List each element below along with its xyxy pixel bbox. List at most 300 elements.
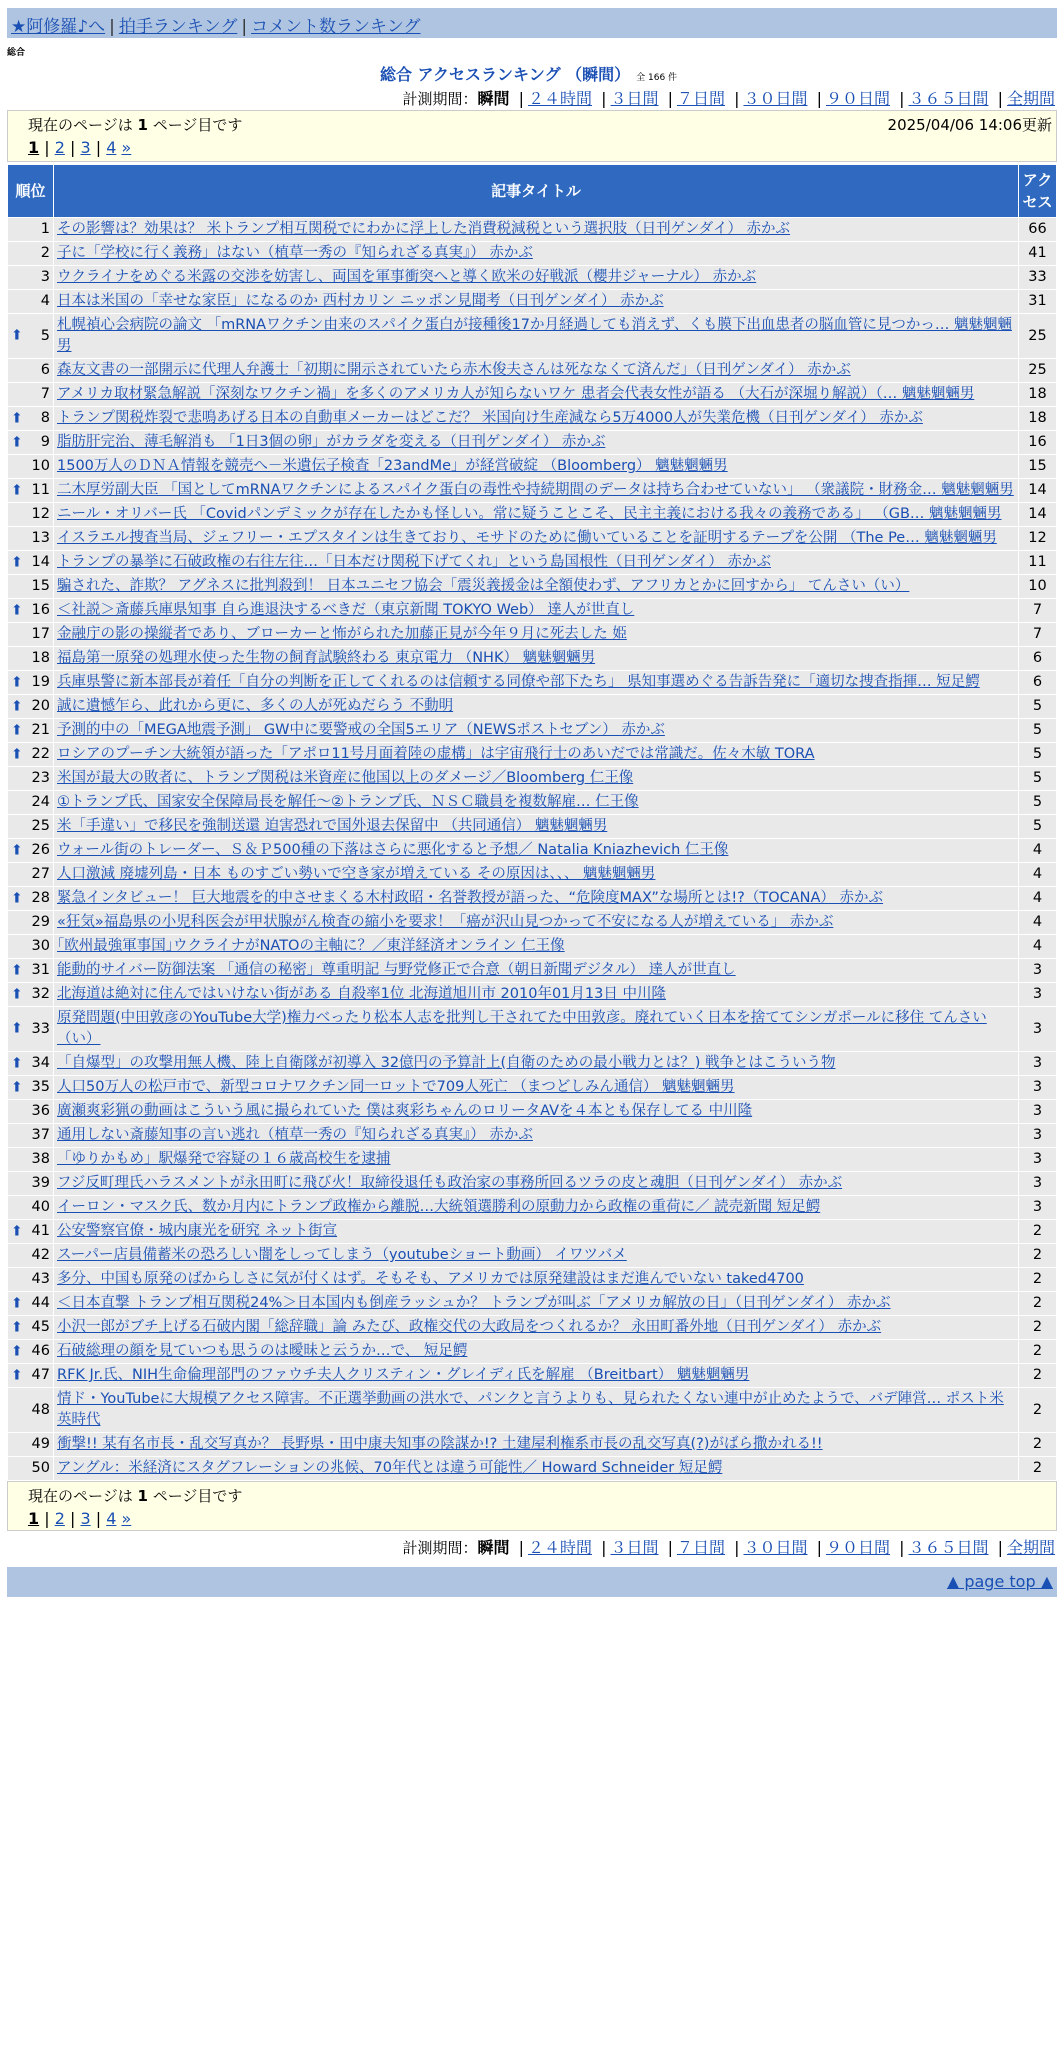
article-link[interactable]: 兵庫県警に新本部長が着任「自分の判断を正してくれるのは信頼する同僚や部下たち」 県知事選めぐる告訴告発に「適切な捜査指揮… 短足鰐: [57, 674, 980, 690]
access-count: 7: [1019, 599, 1057, 623]
title-cell: [54, 383, 1019, 407]
category-label: 総合: [7, 48, 26, 58]
rank-cell: [8, 527, 54, 551]
rank-number: 20: [31, 698, 50, 714]
access-count: 4: [1019, 839, 1057, 863]
period-365d[interactable]: ３６５日間: [908, 1538, 989, 1557]
access-count: 2: [1019, 1433, 1057, 1457]
rank-cell: [8, 935, 54, 959]
access-count: 2: [1019, 1220, 1057, 1244]
title-cell: [54, 959, 1019, 983]
article-link[interactable]: ｢欧州最強軍事国｣ウクライナがNATOの主軸に？／東洋経済オンライン 仁王像: [57, 938, 565, 954]
rank-cell: [8, 479, 54, 503]
title-cell: [54, 266, 1019, 290]
rank-number: 9: [40, 434, 50, 450]
article-link[interactable]: 廣瀬爽彩猟の動画はこういう風に撮られていた 僕は爽彩ちゃんのロリータAVを４本とも保存してる 中川隆: [57, 1103, 753, 1119]
rank-up-arrow-icon: ⬆: [11, 482, 23, 498]
rank-number: 45: [31, 1319, 50, 1335]
table-row: [8, 359, 1057, 383]
rank-cell: [8, 407, 54, 431]
article-link[interactable]: 衝撃!! 某有名市長・乱交写真か？ 長野県・田中康夫知事の陰謀か!? 土建屋利権系市長の乱交写真(?)がばら撒かれる!!: [57, 1436, 823, 1452]
rank-up-arrow-icon: ⬆: [11, 434, 23, 450]
page-link-3[interactable]: 3: [80, 138, 91, 157]
article-link[interactable]: スーパー店員備蓄米の恐ろしい闇をしってしまう（youtubeショート動画） イワツバメ: [57, 1247, 627, 1263]
title-cell: [54, 863, 1019, 887]
title-cell: [54, 1292, 1019, 1316]
rank-up-arrow-icon: ⬆: [11, 722, 23, 738]
rank-number: 1: [40, 221, 50, 237]
article-link[interactable]: «狂気»福島県の小児科医会が甲状腺がん検査の縮小を要求！「癌が沢山見つかって不安になる人が増えている」 赤かぶ: [57, 914, 834, 930]
period-7d[interactable]: ７日間: [676, 89, 725, 108]
page-link-4[interactable]: 4: [106, 138, 117, 157]
rank-cell: [8, 1220, 54, 1244]
access-count: 2: [1019, 1292, 1057, 1316]
rank-cell: [8, 314, 54, 359]
nav-link-clap-ranking[interactable]: 拍手ランキング: [118, 17, 238, 37]
rank-number: 19: [31, 674, 50, 690]
title-cell: [54, 1076, 1019, 1100]
access-count: 4: [1019, 863, 1057, 887]
article-link[interactable]: トランプ関税炸裂で悲鳴あげる日本の自動車メーカーはどこだ？ 米国向け生産減なら5万4000人が失業危機（日刊ゲンダイ） 赤かぶ: [57, 410, 923, 426]
article-link[interactable]: イスラエル捜査当局、ジェフリー・エプスタインは生きており、モサドのために働いていることを証明するテープを公開 （The Pe… 魑魅魍魎男: [57, 530, 997, 546]
access-count: 31: [1019, 290, 1057, 314]
article-link[interactable]: 1500万人のＤＮＡ情報を競売へ－米遺伝子検査「23andMe」が経営破綻 （Bloomberg） 魑魅魍魎男: [57, 458, 728, 474]
access-count: 10: [1019, 575, 1057, 599]
rank-cell: [8, 863, 54, 887]
table-row: [8, 290, 1057, 314]
title-cell: [54, 911, 1019, 935]
rank-cell: [8, 1316, 54, 1340]
period-selector-top: 計測期間：瞬間 | ２４時間 | ３日間 | ７日間 | ３０日間 | ９０日間 | ３６５日間 | 全期間: [402, 89, 1055, 108]
access-count: 11: [1019, 551, 1057, 575]
table-row: [8, 863, 1057, 887]
table-row: [8, 743, 1057, 767]
rank-up-arrow-icon: ⬆: [11, 1020, 23, 1037]
article-link[interactable]: 子に「学校に行く義務」はない（植草一秀の『知られざる真実』） 赤かぶ: [57, 245, 533, 261]
article-link[interactable]: 予測的中の「MEGA地震予測」 GW中に要警戒の全国5エリア（NEWSポストセブン） 赤かぶ: [57, 722, 665, 738]
rank-number: 17: [31, 626, 50, 642]
page-next[interactable]: »: [121, 138, 132, 157]
rank-number: 38: [31, 1151, 50, 1167]
pager-bottom: [7, 1481, 1057, 1531]
access-count: 3: [1019, 1172, 1057, 1196]
article-link[interactable]: 石破総理の顔を見ていつも思うのは曖昧と云うか…で、 短足鰐: [57, 1343, 468, 1359]
title-cell: [54, 719, 1019, 743]
nav-link-comment-ranking[interactable]: コメント数ランキング: [251, 17, 421, 37]
title-cell: [54, 1124, 1019, 1148]
table-row: [8, 623, 1057, 647]
table-row: [8, 839, 1057, 863]
access-count: 25: [1019, 314, 1057, 359]
access-count: 2: [1019, 1388, 1057, 1433]
title-cell: [54, 1220, 1019, 1244]
page-current: 1: [28, 138, 40, 157]
article-link[interactable]: 北海道は絶対に住んではいけない街がある 自殺率1位 北海道旭川市 2010年01月13日 中川隆: [57, 986, 666, 1002]
ranking-title-text: 総合 アクセスランキング （瞬間）: [379, 65, 631, 84]
page-link-2[interactable]: 2: [54, 138, 65, 157]
title-cell: [54, 1364, 1019, 1388]
article-link[interactable]: 米国が最大の敗者に、トランプ関税は米資産に他国以上のダメージ／Bloomberg 仁王像: [57, 770, 634, 786]
rank-number: 14: [31, 554, 50, 570]
article-link[interactable]: ニール・オリバー氏 「Covidパンデミックが存在したかも怪しい。常に疑うことこそ、民主主義における我々の義務である」 （GB… 魑魅魍魎男: [57, 506, 1002, 522]
rank-number: 30: [31, 938, 50, 954]
article-link[interactable]: 日本は米国の「幸せな家臣」になるのか 西村カリン ニッポン見聞考（日刊ゲンダイ） 赤かぶ: [57, 293, 664, 309]
article-link[interactable]: イーロン・マスク氏、数か月内にトランプ政権から離脱…大統領選勝利の原動力から政権の重荷に／ 読売新聞 短足鰐: [57, 1199, 821, 1215]
rank-number: 35: [31, 1079, 50, 1095]
nav-separator: |: [109, 17, 115, 37]
access-count: 5: [1019, 695, 1057, 719]
title-cell: [54, 1148, 1019, 1172]
table-row: [8, 1316, 1057, 1340]
rank-number: 12: [31, 506, 50, 522]
rank-number: 26: [31, 842, 50, 858]
title-cell: [54, 359, 1019, 383]
header-access: アクセス: [1019, 165, 1057, 218]
rank-number: 50: [31, 1460, 50, 1476]
access-count: 12: [1019, 527, 1057, 551]
rank-cell: [8, 359, 54, 383]
title-cell: [54, 767, 1019, 791]
pager-status-bottom: 現在のページは 1 ページ目です: [28, 1487, 243, 1505]
title-cell: [54, 314, 1019, 359]
table-row: [8, 1076, 1057, 1100]
rank-number: 31: [31, 962, 50, 978]
article-link[interactable]: 能動的サイバー防御法案 「通信の秘密」尊重明記 与野党修正で合意（朝日新聞デジタル） 達人が世直し: [57, 962, 736, 978]
article-link[interactable]: 小沢一郎がブチ上げる石破内閣「総辞職」論 みたび、政権交代の大政局をつくれるか？ 永田町番外地（日刊ゲンダイ） 赤かぶ: [57, 1319, 882, 1335]
rank-number: 39: [31, 1175, 50, 1191]
rank-cell: [8, 503, 54, 527]
table-row: [8, 218, 1057, 242]
title-cell: [54, 983, 1019, 1007]
title-cell: [54, 1457, 1019, 1481]
table-row: [8, 1172, 1057, 1196]
period-90d[interactable]: ９０日間: [825, 89, 890, 108]
title-cell: [54, 527, 1019, 551]
title-cell: [54, 1100, 1019, 1124]
rank-up-arrow-icon: ⬆: [11, 1319, 23, 1335]
rank-cell: [8, 1076, 54, 1100]
rank-up-arrow-icon: ⬆: [11, 554, 23, 570]
rank-number: 44: [31, 1295, 50, 1311]
page-top-link[interactable]: ▲ page top ▲: [946, 1572, 1053, 1591]
table-row: [8, 551, 1057, 575]
title-cell: [54, 1388, 1019, 1433]
title-cell: [54, 743, 1019, 767]
rank-up-arrow-icon: ⬆: [11, 746, 23, 762]
article-link[interactable]: 金融庁の影の操縦者であり、ブローカーと怖がられた加藤正見が今年９月に死去した 姫: [57, 626, 627, 642]
rank-cell: [8, 1124, 54, 1148]
article-link[interactable]: 誠に遺憾乍ら、此れから更に、多くの人が死ぬだらう 不動明: [57, 698, 454, 714]
title-cell: [54, 671, 1019, 695]
table-row: [8, 671, 1057, 695]
access-count: 3: [1019, 1052, 1057, 1076]
rank-up-arrow-icon: ⬆: [11, 698, 23, 714]
rank-number: 7: [40, 386, 50, 402]
pager-status: 現在のページは 1 ページ目です: [28, 116, 243, 134]
title-cell: [54, 1007, 1019, 1052]
rank-number: 32: [31, 986, 50, 1002]
rank-cell: [8, 218, 54, 242]
period-90d[interactable]: ９０日間: [825, 1538, 890, 1557]
rank-number: 22: [31, 746, 50, 762]
article-link[interactable]: 通用しない斎藤知事の言い逃れ（植草一秀の『知られざる真実』） 赤かぶ: [57, 1127, 533, 1143]
access-count: 2: [1019, 1244, 1057, 1268]
title-cell: [54, 1340, 1019, 1364]
access-count: 2: [1019, 1340, 1057, 1364]
table-row: [8, 1433, 1057, 1457]
article-link[interactable]: アングル：米経済にスタグフレーションの兆候、70年代とは違う可能性／ Howard Schneider 短足鰐: [57, 1460, 723, 1476]
article-link[interactable]: トランプの暴挙に石破政権の右往左往…「日本だけ関税下げてくれ」という島国根性（日刊ゲンダイ） 赤かぶ: [57, 554, 771, 570]
rank-cell: [8, 599, 54, 623]
rank-cell: [8, 1196, 54, 1220]
rank-cell: [8, 1292, 54, 1316]
rank-cell: [8, 839, 54, 863]
article-link[interactable]: ロシアのプーチン大統領が語った「アポロ11号月面着陸の虚構」は宇宙飛行士のあいだでは常識だ。佐々木敏 TORA: [57, 746, 815, 762]
rank-number: 3: [40, 269, 50, 285]
title-cell: [54, 791, 1019, 815]
top-navigation: [7, 8, 1057, 38]
article-link[interactable]: 騙された、詐欺？ アグネスに批判殺到！ 日本ユニセフ協会「震災義援金は全額使わず、アフリカとかに回すから」 てんさい（い）: [57, 578, 910, 594]
table-row: [8, 407, 1057, 431]
article-link[interactable]: 脂肪肝完治、薄毛解消も 「1日3個の卵」がカラダを変える（日刊ゲンダイ） 赤かぶ: [57, 434, 606, 450]
title-cell: [54, 1316, 1019, 1340]
article-link[interactable]: 「自爆型」の攻撃用無人機、陸上自衛隊が初導入 32億円の予算計上(自衛のための最小戦力とは？) 戦争とはこういう物: [57, 1055, 836, 1071]
rank-cell: [8, 1052, 54, 1076]
article-link[interactable]: 森友文書の一部開示に代理人弁護士「初期に開示されていたら赤木俊夫さんは死ななくて済んだ」（日刊ゲンダイ） 赤かぶ: [57, 362, 851, 378]
access-count: 3: [1019, 1100, 1057, 1124]
rank-number: 49: [31, 1436, 50, 1452]
rank-cell: [8, 623, 54, 647]
access-count: 2: [1019, 1364, 1057, 1388]
article-link[interactable]: 福島第一原発の処理水使った生物の飼育試験終わる 東京電力 （NHK） 魑魅魍魎男: [57, 650, 596, 666]
table-row: [8, 1052, 1057, 1076]
page-link-4[interactable]: 4: [106, 1509, 117, 1528]
period-30d[interactable]: ３０日間: [743, 89, 808, 108]
access-count: 18: [1019, 407, 1057, 431]
access-count: 25: [1019, 359, 1057, 383]
page-next[interactable]: »: [121, 1509, 132, 1528]
rank-number: 28: [31, 890, 50, 906]
table-row: [8, 791, 1057, 815]
rank-cell: [8, 1457, 54, 1481]
period-24h[interactable]: ２４時間: [527, 89, 592, 108]
header-rank: 順位: [8, 165, 54, 218]
table-row: [8, 242, 1057, 266]
rank-number: 18: [31, 650, 50, 666]
access-count: 3: [1019, 959, 1057, 983]
rank-cell: [8, 719, 54, 743]
period-24h[interactable]: ２４時間: [527, 1538, 592, 1557]
ranking-count: 全 166 件: [636, 73, 678, 83]
table-row: [8, 314, 1057, 359]
period-current: 瞬間: [477, 89, 510, 108]
rank-number: 8: [40, 410, 50, 426]
rank-cell: [8, 431, 54, 455]
table-row: [8, 383, 1057, 407]
rank-up-arrow-icon: ⬆: [11, 410, 23, 426]
rank-number: 10: [31, 458, 50, 474]
period-all[interactable]: 全期間: [1006, 89, 1055, 108]
access-count: 66: [1019, 218, 1057, 242]
table-row: [8, 1220, 1057, 1244]
rank-up-arrow-icon: ⬆: [11, 986, 23, 1002]
rank-up-arrow-icon: ⬆: [11, 1055, 23, 1071]
rank-number: 34: [31, 1055, 50, 1071]
rank-cell: [8, 791, 54, 815]
period-3d[interactable]: ３日間: [610, 89, 659, 108]
article-link[interactable]: 原発問題(中田敦彦のYouTube大学)権力べったり松本人志を批判し干されてた中田敦彦。廃れていく日本を捨ててシンガポールに移住 てんさい（い）: [57, 1010, 987, 1047]
title-cell: [54, 503, 1019, 527]
access-count: 5: [1019, 743, 1057, 767]
rank-number: 15: [31, 578, 50, 594]
page-link-2[interactable]: 2: [54, 1509, 65, 1528]
rank-number: 27: [31, 866, 50, 882]
article-link[interactable]: 二木厚労副大臣 「国としてmRNAワクチンによるスパイク蛋白の毒性や持続期間のデータは持ち合わせていない」 （衆議院・財務金… 魑魅魍魎男: [57, 482, 1014, 498]
page-link-3[interactable]: 3: [80, 1509, 91, 1528]
article-link[interactable]: ウクライナをめぐる米露の交渉を妨害し、両国を軍事衝突へと導く欧米の好戦派（櫻井ジャーナル） 赤かぶ: [57, 269, 757, 285]
access-count: 3: [1019, 1007, 1057, 1052]
rank-number: 24: [31, 794, 50, 810]
rank-cell: [8, 983, 54, 1007]
article-link[interactable]: ＜社説＞斎藤兵庫県知事 自ら進退決するべきだ（東京新聞 TOKYO Web） 達人が世直し: [57, 602, 635, 618]
rank-number: 4: [40, 293, 50, 309]
title-cell: [54, 218, 1019, 242]
article-link[interactable]: 公安警察官僚・城内康光を研究 ネット街宣: [57, 1223, 338, 1239]
access-count: 41: [1019, 242, 1057, 266]
table-row: [8, 767, 1057, 791]
title-cell: [54, 407, 1019, 431]
article-link[interactable]: 札幌禎心会病院の論文 「mRNAワクチン由来のスパイク蛋白が接種後17か月経過しても消えず、くも膜下出血患者の脳血管に見つかっ… 魑魅魍魎男: [57, 317, 1012, 354]
title-cell: [54, 935, 1019, 959]
access-count: 5: [1019, 791, 1057, 815]
title-cell: [54, 1268, 1019, 1292]
article-link[interactable]: 米「手違い」で移民を強制送還 迫害恐れで国外退去保留中 （共同通信） 魑魅魍魎男: [57, 818, 608, 834]
period-30d[interactable]: ３０日間: [743, 1538, 808, 1557]
access-count: 14: [1019, 479, 1057, 503]
rank-number: 36: [31, 1103, 50, 1119]
table-row: [8, 911, 1057, 935]
updated-timestamp: 2025/04/06 14:06更新: [887, 116, 1052, 134]
table-row: [8, 935, 1057, 959]
period-all[interactable]: 全期間: [1006, 1538, 1055, 1557]
rank-cell: [8, 1388, 54, 1433]
title-cell: [54, 623, 1019, 647]
rank-up-arrow-icon: ⬆: [11, 327, 23, 344]
title-cell: [54, 242, 1019, 266]
rank-up-arrow-icon: ⬆: [11, 602, 23, 618]
article-link[interactable]: フジ反町理氏ハラスメントが永田町に飛び火！取締役退任も政治家の事務所回るツラの皮と魂胆（日刊ゲンダイ） 赤かぶ: [57, 1175, 843, 1191]
ranking-body: [8, 218, 1057, 1481]
title-cell: [54, 599, 1019, 623]
period-3d[interactable]: ３日間: [610, 1538, 659, 1557]
title-cell: [54, 815, 1019, 839]
pager-top: [7, 110, 1057, 162]
title-cell: [54, 1244, 1019, 1268]
rank-cell: [8, 1244, 54, 1268]
article-link[interactable]: ＜日本直撃 トランプ相互関税24%＞日本国内も倒産ラッシュか？ トランプが叫ぶ「アメリカ解放の日」（日刊ゲンダイ） 赤かぶ: [57, 1295, 891, 1311]
article-link[interactable]: 人口50万人の松戸市で、新型コロナワクチン同一ロットで709人死亡 （まつどしみん通信） 魑魅魍魎男: [57, 1079, 735, 1095]
title-cell: [54, 431, 1019, 455]
period-7d[interactable]: ７日間: [676, 1538, 725, 1557]
table-row: [8, 719, 1057, 743]
rank-up-arrow-icon: ⬆: [11, 842, 23, 858]
table-row: [8, 1148, 1057, 1172]
access-count: 2: [1019, 1268, 1057, 1292]
article-link[interactable]: 多分、中国も原発のばからしさに気が付くはず。そもそも、アメリカでは原発建設はまだ進んでいない taked4700: [57, 1271, 804, 1287]
article-link[interactable]: その影響は？効果は？ 米トランプ相互関税でにわかに浮上した消費税減税という選択肢（日刊ゲンダイ） 赤かぶ: [57, 221, 791, 237]
rank-cell: [8, 1172, 54, 1196]
title-cell: [54, 647, 1019, 671]
rank-cell: [8, 887, 54, 911]
table-row: [8, 479, 1057, 503]
nav-link-asyura[interactable]: ★阿修羅♪へ: [11, 17, 106, 37]
rank-number: 21: [31, 722, 50, 738]
table-row: [8, 1364, 1057, 1388]
table-row: [8, 575, 1057, 599]
article-link[interactable]: ウォール街のトレーダー、Ｓ＆Ｐ500種の下落はさらに悪化すると予想／ Natalia Kniazhevich 仁王像: [57, 842, 729, 858]
access-count: 3: [1019, 1076, 1057, 1100]
rank-cell: [8, 242, 54, 266]
title-cell: [54, 1172, 1019, 1196]
rank-cell: [8, 647, 54, 671]
access-count: 3: [1019, 983, 1057, 1007]
rank-number: 37: [31, 1127, 50, 1143]
rank-up-arrow-icon: ⬆: [11, 1343, 23, 1359]
access-count: 3: [1019, 1148, 1057, 1172]
table-row: [8, 647, 1057, 671]
rank-cell: [8, 1148, 54, 1172]
access-count: 7: [1019, 623, 1057, 647]
rank-number: 16: [31, 602, 50, 618]
table-row: [8, 455, 1057, 479]
title-cell: [54, 551, 1019, 575]
rank-number: 13: [31, 530, 50, 546]
rank-cell: [8, 1100, 54, 1124]
table-row: [8, 1388, 1057, 1433]
rank-number: 29: [31, 914, 50, 930]
rank-number: 33: [31, 1020, 50, 1037]
title-cell: [54, 1433, 1019, 1457]
article-link[interactable]: 人口激減 廃墟列島・日本 ものすごい勢いで空き家が増えている その原因は、、、 魑魅魍魎男: [57, 866, 656, 882]
rank-cell: [8, 1340, 54, 1364]
table-row: [8, 599, 1057, 623]
access-count: 6: [1019, 671, 1057, 695]
period-label: 計測期間：: [402, 90, 478, 108]
rank-number: 40: [31, 1199, 50, 1215]
article-link[interactable]: 「ゆりかもめ」駅爆発で容疑の１６歳高校生を逮捕: [57, 1151, 391, 1167]
article-link[interactable]: アメリカ取材緊急解説「深刻なワクチン禍」を多くのアメリカ人が知らないワケ 患者会代表女性が語る （大石が深堀り解説）（… 魑魅魍魎男: [57, 386, 975, 402]
table-row: [8, 1244, 1057, 1268]
rank-cell: [8, 1433, 54, 1457]
rank-up-arrow-icon: ⬆: [11, 890, 23, 906]
header-title: 記事タイトル: [54, 165, 1019, 218]
rank-number: 43: [31, 1271, 50, 1287]
period-365d[interactable]: ３６５日間: [908, 89, 989, 108]
article-link[interactable]: ①トランプ氏、国家安全保障局長を解任～②トランプ氏、ＮＳＣ職員を複数解雇… 仁王像: [57, 794, 639, 810]
period-selector-bottom: 計測期間：瞬間 | ２４時間 | ３日間 | ７日間 | ３０日間 | ９０日間 | ３６５日間 | 全期間: [402, 1538, 1055, 1557]
title-cell: [54, 1052, 1019, 1076]
title-cell: [54, 290, 1019, 314]
table-row: [8, 431, 1057, 455]
access-count: 3: [1019, 1196, 1057, 1220]
article-link[interactable]: 緊急インタビュー！ 巨大地震を的中させまくる木村政昭・名誉教授が語った、“危険度MAX”な場所とは!?（TOCANA） 赤かぶ: [57, 890, 884, 906]
article-link[interactable]: 情ド・YouTubeに大規模アクセス障害。不正選挙動画の洪水で、パンクと言うよりも、見られたくない連中が止めたようで、バデ陣営… ポスト米英時代: [57, 1391, 1004, 1428]
rank-cell: [8, 815, 54, 839]
page-current: 1: [28, 1509, 40, 1528]
article-link[interactable]: RFK Jr.氏、NIH生命倫理部門のファウチ夫人クリスティン・グレイディ氏を解雇 （Breitbart） 魑魅魍魎男: [57, 1367, 750, 1383]
table-row: [8, 1100, 1057, 1124]
page-links-bottom: 1 | 2 | 3 | 4 »: [28, 1509, 132, 1528]
